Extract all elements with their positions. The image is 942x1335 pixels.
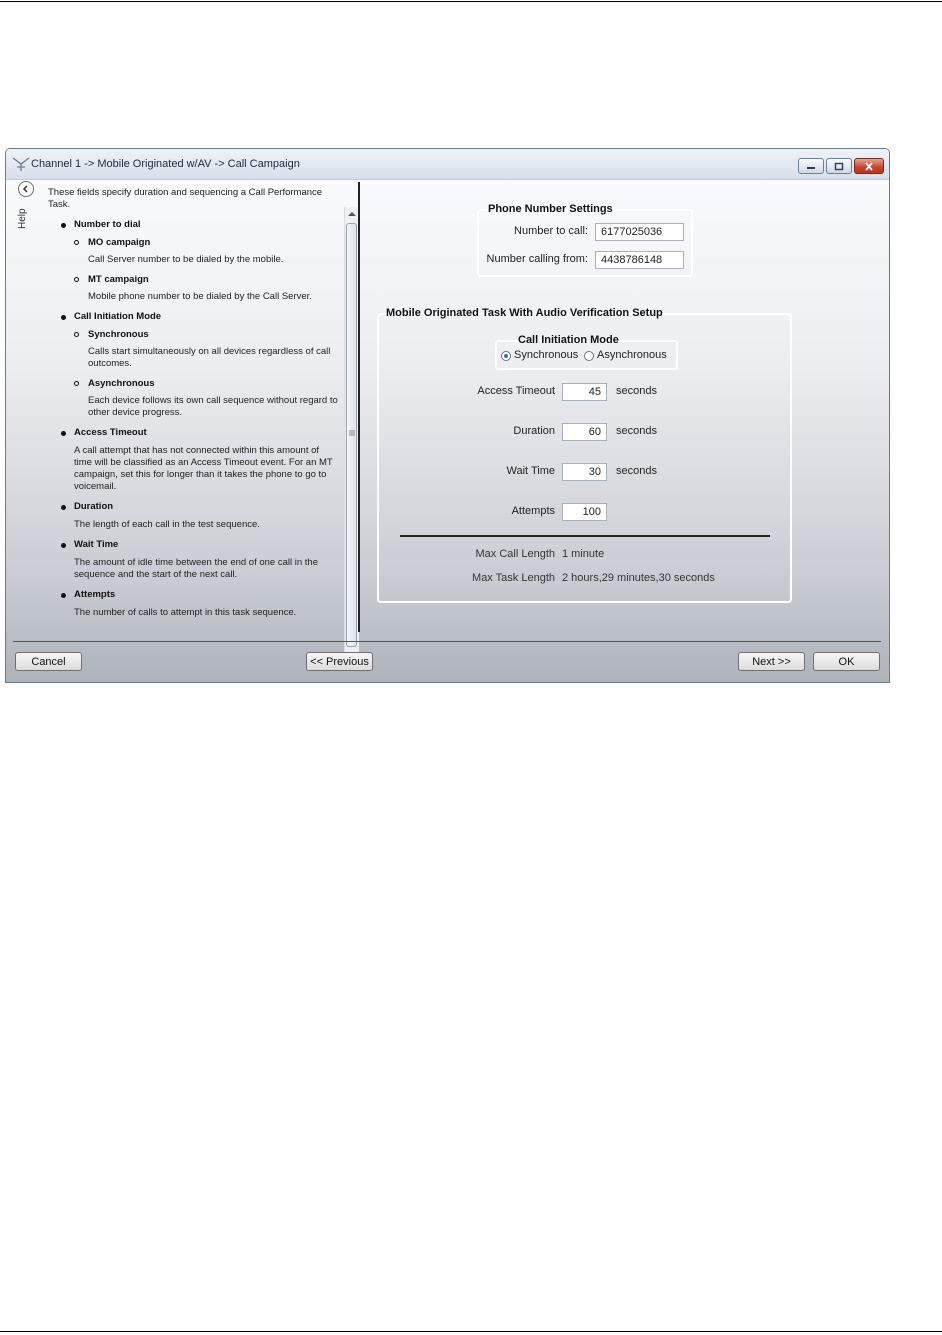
help-scrollbar[interactable]: [344, 207, 359, 665]
max-task-length-label: Max Task Length: [472, 572, 555, 584]
task-setup-title: Mobile Originated Task With Audio Verification Setup: [386, 307, 663, 319]
next-button[interactable]: Next >>: [738, 652, 805, 671]
summary-divider: [400, 535, 770, 537]
close-button[interactable]: [854, 158, 884, 174]
help-term: Attempts: [74, 589, 116, 600]
help-content: [48, 187, 338, 627]
bullet-icon: [61, 543, 66, 548]
number-calling-from-input[interactable]: [595, 251, 684, 269]
help-item-duration: [48, 501, 338, 531]
help-subitem-synchronous: [74, 329, 338, 370]
help-item-attempts: [48, 589, 338, 619]
wait-time-label: Wait Time: [506, 465, 555, 477]
scroll-up-button[interactable]: [345, 207, 359, 221]
access-timeout-unit: seconds: [616, 385, 657, 397]
pane-splitter[interactable]: [358, 182, 360, 632]
scroll-thumb[interactable]: [346, 223, 357, 647]
task-setup-group: [377, 307, 792, 603]
previous-button[interactable]: << Previous: [306, 652, 373, 671]
help-desc: The number of calls to attempt in this task sequence.: [74, 607, 297, 618]
maximize-icon: [827, 159, 851, 173]
phone-number-settings-title: Phone Number Settings: [488, 203, 613, 215]
help-tab[interactable]: [16, 181, 36, 241]
access-timeout-input[interactable]: [562, 383, 607, 401]
call-initiation-mode-group: [495, 334, 678, 370]
close-icon: [855, 159, 883, 173]
help-term: Wait Time: [74, 539, 119, 550]
help-subitem-mo-campaign: [74, 237, 338, 266]
bullet-icon: [61, 223, 66, 228]
duration-input[interactable]: [562, 423, 607, 441]
duration-unit: seconds: [616, 425, 657, 437]
page-bottom-rule: [0, 1331, 942, 1332]
asynchronous-label[interactable]: Asynchronous: [597, 349, 667, 361]
help-subterm: Synchronous: [88, 329, 149, 340]
help-pane: [10, 179, 354, 637]
help-sublist: [74, 237, 338, 303]
help-subterm: Asynchronous: [88, 378, 155, 389]
help-item-call-initiation-mode: [48, 311, 338, 419]
help-item-access-timeout: [48, 427, 338, 493]
help-subdesc: Mobile phone number to be dialed by the Call Server.: [88, 291, 312, 302]
help-subterm: MO campaign: [88, 237, 151, 248]
bullet-icon: [61, 593, 66, 598]
max-call-length-value: 1 minute: [562, 548, 605, 560]
help-tab-label: Help: [17, 208, 28, 229]
ok-button[interactable]: OK: [813, 652, 880, 671]
help-subdesc: Call Server number to be dialed by the mobile.: [88, 254, 284, 265]
number-calling-from-label: Number calling from:: [486, 253, 588, 265]
help-sublist: [74, 329, 338, 419]
ring-bullet-icon: [74, 277, 79, 282]
help-desc: A call attempt that has not connected within this amount of time will be classified as an Access Timeout event. For an MT campaign, set this for longer than it takes the phone to go to voicemail.: [74, 445, 333, 492]
wait-time-unit: seconds: [616, 465, 657, 477]
window-title: Channel 1 -> Mobile Originated w/AV -> Call Campaign: [31, 158, 300, 170]
phone-number-settings-group: [477, 203, 693, 277]
help-intro: These fields specify duration and sequencing a Call Performance Task.: [48, 187, 323, 210]
number-to-call-label: Number to call:: [514, 225, 588, 237]
asynchronous-radio[interactable]: [584, 351, 594, 361]
synchronous-radio[interactable]: [501, 351, 511, 361]
help-desc: The amount of idle time between the end of one call in the sequence and the start of the next call.: [74, 557, 318, 580]
ring-bullet-icon: [74, 332, 79, 337]
help-subterm: MT campaign: [88, 274, 149, 285]
help-subitem-asynchronous: [74, 378, 338, 419]
help-item-wait-time: [48, 539, 338, 581]
footer-divider: [13, 641, 881, 642]
wait-time-input[interactable]: [562, 463, 607, 481]
help-term: Duration: [74, 501, 114, 512]
access-timeout-label: Access Timeout: [477, 385, 555, 397]
minimize-icon: [799, 159, 823, 173]
arrow-up-icon: [348, 211, 356, 217]
cancel-button[interactable]: Cancel: [15, 652, 82, 671]
chevron-left-icon: [19, 182, 33, 196]
help-subdesc: Each device follows its own call sequence without regard to other device progress.: [88, 395, 338, 418]
minimize-button[interactable]: [798, 158, 824, 174]
bullet-icon: [61, 315, 66, 320]
ring-bullet-icon: [74, 381, 79, 386]
attempts-input[interactable]: [562, 503, 607, 521]
grip-icon: [349, 430, 355, 436]
help-list: [48, 219, 338, 619]
app-icon: [12, 156, 30, 172]
help-term: Access Timeout: [74, 427, 147, 438]
bullet-icon: [61, 505, 66, 510]
maximize-button[interactable]: [826, 158, 852, 174]
call-initiation-mode-title: Call Initiation Mode: [518, 334, 619, 346]
number-to-call-input[interactable]: [595, 223, 684, 241]
help-item-number-to-dial: [48, 219, 338, 303]
max-task-length-value: 2 hours,29 minutes,30 seconds: [562, 572, 715, 584]
help-subitem-mt-campaign: [74, 274, 338, 303]
help-term: Call Initiation Mode: [74, 311, 162, 322]
page-top-rule: [0, 1, 942, 2]
help-term: Number to dial: [74, 219, 141, 230]
attempts-label: Attempts: [511, 505, 555, 517]
synchronous-label[interactable]: Synchronous: [514, 349, 579, 361]
title-bar[interactable]: [6, 149, 889, 180]
max-call-length-label: Max Call Length: [475, 548, 555, 560]
help-subdesc: Calls start simultaneously on all devices regardless of call outcomes.: [88, 346, 331, 369]
ring-bullet-icon: [74, 240, 79, 245]
call-campaign-window: [5, 148, 890, 683]
bullet-icon: [61, 431, 66, 436]
help-desc: The length of each call in the test sequence.: [74, 519, 260, 530]
collapse-help-button[interactable]: [18, 181, 34, 197]
duration-label: Duration: [513, 425, 555, 437]
